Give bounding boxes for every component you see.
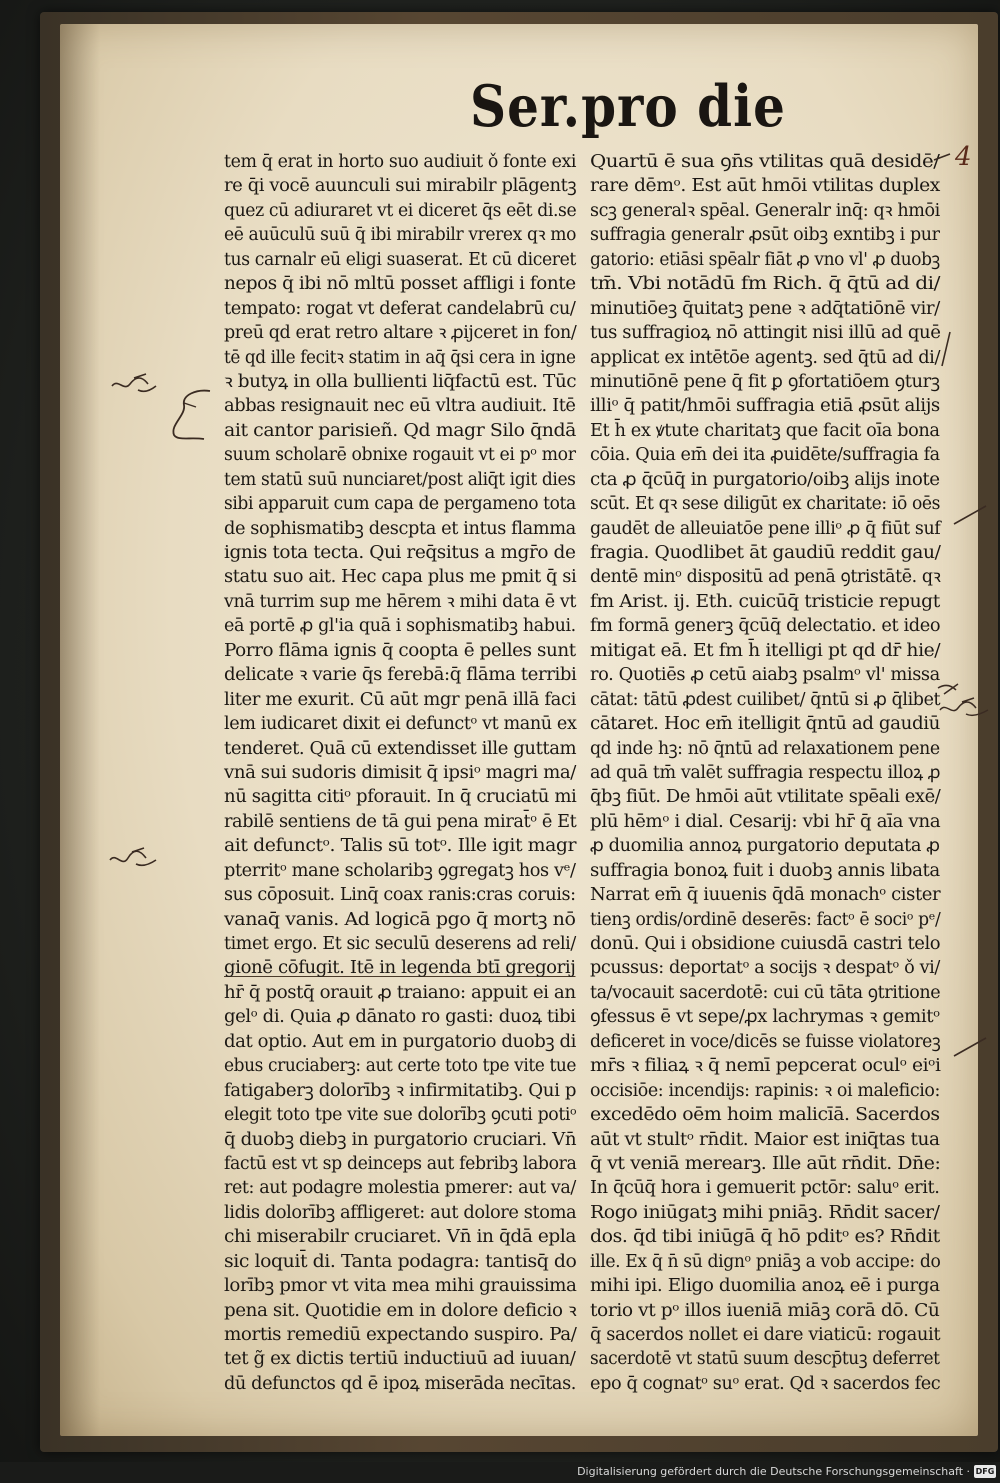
text-column-right bbox=[590, 150, 940, 1396]
right-column-line-text: scꝫ generalꝛ spēal. Generalr inq̄: qꝛ hmōi bbox=[590, 200, 940, 221]
right-column-line bbox=[590, 541, 940, 565]
right-column-line bbox=[590, 1323, 940, 1347]
right-column-line-text: sacerdotē vt statū suum descp̄tuꝫ deferret bbox=[590, 1349, 940, 1370]
left-column-line bbox=[224, 443, 576, 467]
left-column-line-text: tet g̃ ex dictis tertiū inductiuū ad iuuan/ bbox=[224, 1349, 576, 1370]
right-column-line bbox=[590, 712, 940, 736]
left-column-line-text: abbas resignauit nec eū vltra audiuit. Itē bbox=[224, 396, 576, 417]
right-column-line bbox=[590, 1054, 940, 1078]
right-column-line bbox=[590, 1201, 940, 1225]
left-column-line bbox=[224, 370, 576, 394]
right-column-line-text: q̄bꝫ fiūt. De hmōi aūt vtilitate spēali exē/ bbox=[590, 787, 941, 808]
right-column-line bbox=[590, 248, 940, 272]
left-column-line bbox=[224, 1103, 576, 1127]
right-column-line bbox=[590, 663, 940, 687]
left-column-line-text: factū est vt sp deinceps aut febribꝫ labora bbox=[224, 1153, 577, 1174]
right-column-line-text: cōia. Quia em̄ dei ita ꝓuidēte/suffragia fa bbox=[590, 445, 940, 466]
left-column-line bbox=[224, 1030, 576, 1054]
left-column-line bbox=[224, 541, 576, 565]
left-column-line bbox=[224, 1005, 576, 1029]
right-column-line bbox=[590, 346, 940, 370]
left-column-line-text: vanaq̄ vanis. Ad logicā pgo q̄ mortꝫ nō bbox=[224, 909, 576, 930]
right-column-line bbox=[590, 834, 940, 858]
right-column-line bbox=[590, 1347, 940, 1371]
margin-page-number: 4 bbox=[955, 142, 972, 172]
right-column-line-text: suffragia generalr ꝓsūt oibꝫ exntibꝫ i pur bbox=[590, 225, 940, 246]
right-column-line-text: cātat: tātū ꝓdest cuilibet/ q̄ntū si ꝓ q̄libet bbox=[590, 689, 941, 710]
right-column-line bbox=[590, 639, 940, 663]
right-column-line-text: ta/vocauit sacerdotē: cui cū tāta ꝯtritione bbox=[590, 982, 941, 1003]
right-column-line bbox=[590, 492, 940, 516]
right-column-line bbox=[590, 321, 940, 345]
running-header: Ser.pro die bbox=[470, 72, 786, 140]
right-column-line-text: q̄ sacerdos nollet ei dare viaticū: rogauit bbox=[590, 1325, 941, 1345]
right-column-line-text: cātaret. Hoc em̄ itelligit q̄ntū ad gaudiū bbox=[590, 714, 940, 735]
left-column-line bbox=[224, 1079, 576, 1103]
left-column-line-text: vnā turrim sup me hērem ꝛ mihi data ē vt bbox=[224, 591, 576, 612]
right-column-line-text: tm̄. Vbi notādū fm Rich. q̄ q̄tū ad di/ bbox=[590, 274, 940, 295]
right-column-line-text: minutiōeꝫ q̄uitatꝫ pene ꝛ adq̄tatiōnē vir/ bbox=[590, 298, 940, 319]
right-column-line-text: tus suffragioꝝ nō attingit nisi illū ad quē bbox=[590, 323, 941, 344]
right-column-line bbox=[590, 1299, 940, 1323]
left-column-line bbox=[224, 1323, 576, 1347]
margin-stroke-right-1 bbox=[936, 330, 956, 370]
left-column-line-text: tenderet. Quā cū extendisset ille guttam bbox=[224, 738, 577, 759]
right-column-line-text: Quartū ē sua ꝯn̄s vtilitas quā desidē/ bbox=[590, 152, 940, 172]
right-column-line-text: epo q̄ cognatᵒ suᵒ erat. Qd ꝛ sacerdos fec bbox=[590, 1373, 941, 1394]
right-column-line-text: gatorio: etiāsi spēalr fiāt ꝓ vno vl' ꝓ duobꝫ bbox=[590, 249, 940, 270]
left-column-line bbox=[224, 346, 576, 370]
right-column-line-text: minutiōnē pene q̄ fit ꝑ ꝯfortatiōem ꝯturꝫ bbox=[590, 371, 940, 392]
right-column-line bbox=[590, 1079, 940, 1103]
left-column-line-text: statu suo ait. Hec capa plus me pmit q̄ si bbox=[224, 567, 577, 588]
left-column-line bbox=[224, 223, 576, 247]
right-column-line-text: mihi ipi. Eligo duomilia anoꝝ eē i purga bbox=[590, 1276, 940, 1297]
left-column-line-text: timet ergo. Et sic seculū deserens ad reli/ bbox=[224, 934, 576, 954]
left-column-line-text: gelᵒ di. Quia ꝓ dānato ro gasti: duoꝝ tibi bbox=[224, 1007, 576, 1028]
right-column-line bbox=[590, 688, 940, 712]
left-column-line bbox=[224, 1128, 576, 1152]
right-column-line bbox=[590, 1225, 940, 1249]
right-column-line-text: aūt vt stultᵒ rn̄dit. Maior est iniq̄tas tua bbox=[590, 1129, 940, 1150]
left-column-line bbox=[224, 859, 576, 883]
left-column-line bbox=[224, 272, 576, 296]
left-column-line bbox=[224, 761, 576, 785]
left-column-line-text: eā portē ꝓ gl'ia quā i sophismatibꝫ habui. bbox=[224, 616, 576, 637]
right-column-line bbox=[590, 956, 940, 980]
left-column-line-text: rabilē sentiens de tā gui pena mirat̄ᵒ ē Et bbox=[224, 811, 577, 832]
right-column-line-text: ꝯfessus ē vt sepe/ꝓx lachrymas ꝛ gemitᵒ bbox=[590, 1007, 940, 1028]
left-column-line bbox=[224, 834, 576, 858]
left-column-line bbox=[224, 1299, 576, 1323]
right-column-line-text: plū hēmᵒ i dial. Cesarij: vbi hr̄ q̄ aīa vna bbox=[590, 811, 941, 832]
right-column-line-text: deficeret in voce/dicēs se fuisse violatoreꝫ bbox=[590, 1031, 941, 1052]
left-column-line bbox=[224, 517, 576, 541]
page-fold-shadow bbox=[60, 24, 100, 1436]
left-column-line-text: dū defunctos qd ē ipoꝝ miserāda necītas. bbox=[224, 1373, 576, 1394]
right-column-line-text: mitigat eā. Et fm h̄ itelligi pt qd dr̄ hie/ bbox=[590, 640, 941, 661]
left-column-line bbox=[224, 785, 576, 809]
left-column-line bbox=[224, 1274, 576, 1298]
left-column-line bbox=[224, 1054, 576, 1078]
right-column-line-text: Et h̄ ex ꝟtute charitatꝫ que facit oīa bona bbox=[590, 420, 940, 441]
left-column-line bbox=[224, 565, 576, 589]
left-column-line-text: ignis tota tecta. Qui req̄situs a mgr̄o de bbox=[224, 543, 576, 563]
right-column-line bbox=[590, 150, 940, 174]
left-column-line bbox=[224, 883, 576, 907]
left-column-line-text: suum scholarē obnixe rogauit vt ei pᵒ mor bbox=[224, 445, 576, 466]
left-column-line bbox=[224, 932, 576, 956]
right-column-line-text: ad quā tm̄ valēt suffragia respectu illoꝝ ꝓ bbox=[590, 762, 941, 783]
left-column-line-text: pena sit. Quotidie em in dolore deficio ꝛ bbox=[224, 1300, 577, 1321]
right-column-line-text: fragia. Quodlibet āt gaudiū reddit gau/ bbox=[590, 543, 941, 563]
left-column-line bbox=[224, 614, 576, 638]
left-column-line-text: tē qd ille fecitꝛ statim in aq̄ q̄si cera in igne bbox=[224, 347, 576, 368]
left-column-line-text: delicate ꝛ varie q̄s ferebā:q̄ flāma terribi bbox=[224, 665, 577, 686]
left-column-line-text: liter me exurit. Cū aūt mgr penā illā faci bbox=[224, 689, 577, 710]
left-column-line-text: sibi apparuit cum capa de pergameno tota bbox=[224, 494, 576, 515]
right-column-line-text: scūt. Et qꝛ sese diligūt ex charitate: iō oēs bbox=[590, 494, 941, 515]
right-column-line-text: illiᵒ q̄ patit/hmōi suffragia etiā ꝓsūt alijs bbox=[590, 396, 940, 417]
left-column-line-text: lorībꝫ pmor vt vita mea mihi grauissima bbox=[224, 1276, 577, 1297]
left-column-line bbox=[224, 712, 576, 736]
right-column-line-text: tienꝫ ordis/ordinē deserēs: factᵒ ē sociᵒ pᵉ/ bbox=[590, 909, 941, 930]
left-column-line bbox=[224, 590, 576, 614]
right-column-line bbox=[590, 1103, 940, 1127]
right-column-line bbox=[590, 761, 940, 785]
right-column-line-text: excedēdo oēm hoim malicīā. Sacerdos bbox=[590, 1105, 940, 1126]
left-column-line bbox=[224, 1176, 576, 1200]
right-column-line-text: mr̄s ꝛ filiaꝝ ꝛ q̄ nemī pepcerat oculᵒ eiᵒi bbox=[590, 1056, 941, 1077]
left-column-line-text: nū sagitta citiᵒ pforauit. In q̄ cruciatū mi bbox=[224, 787, 577, 808]
right-column-line bbox=[590, 1372, 940, 1396]
right-column-line bbox=[590, 1128, 940, 1152]
right-column-line-text: Narrat em̄ q̄ iuuenis q̄dā monachᵒ cister bbox=[590, 885, 941, 906]
right-column-line-text: cta ꝓ q̄cūq̄ in purgatorio/oibꝫ alijs inote bbox=[590, 469, 940, 490]
left-column-line-text: ꝛ butyꝝ in olla bullienti liq̄factū est. Tūc bbox=[224, 371, 577, 392]
left-column-line-text: sus cōposuit. Linq̄ coax ranis:cras coruis: bbox=[224, 885, 576, 906]
left-column-line-text: re q̄i vocē auunculi sui mirabilr plāgentꝫ bbox=[224, 176, 577, 197]
margin-stroke-right-2 bbox=[950, 500, 990, 530]
left-column-line-text: Porro flāma ignis q̄ coopta ē pelles sunt bbox=[224, 640, 576, 661]
right-column-line bbox=[590, 419, 940, 443]
left-column-line-text: vnā sui sudoris dimisit q̄ ipsiᵒ magri ma/ bbox=[224, 762, 576, 783]
right-column-line-text: qd inde hꝫ: nō q̄ntū ad relaxationem pene bbox=[590, 738, 940, 759]
right-column-line bbox=[590, 394, 940, 418]
right-column-line-text: pcussus: deportatᵒ a socijs ꝛ despatᵒ ǒ vi/ bbox=[590, 958, 940, 979]
left-column-line bbox=[224, 419, 576, 443]
right-column-line bbox=[590, 272, 940, 296]
right-column-line-text: ro. Quotiēs ꝓ cetū aiabꝫ psalmᵒ vl' missa bbox=[590, 665, 940, 686]
left-column-line bbox=[224, 321, 576, 345]
right-column-line bbox=[590, 223, 940, 247]
right-column-line-text: rare dēmᵒ. Est aūt hmōi vtilitas duplex bbox=[590, 176, 940, 197]
right-column-line bbox=[590, 1274, 940, 1298]
left-column-line-text: de sophismatibꝫ descpta et intus flamma bbox=[224, 518, 576, 539]
left-column-line bbox=[224, 663, 576, 687]
right-column-line-text: gaudēt de alleuiatōe pene illiᵒ ꝓ q̄ fiūt suf bbox=[590, 518, 941, 539]
left-column-line bbox=[224, 1347, 576, 1371]
text-column-left bbox=[224, 150, 576, 1396]
funding-credit: Digitalisierung gefördert durch die Deutsche Forschungsgemeinschaft · bbox=[577, 1465, 970, 1478]
right-column-line bbox=[590, 517, 940, 541]
margin-flourish-right bbox=[934, 680, 994, 724]
left-column-line bbox=[224, 810, 576, 834]
left-column-line bbox=[224, 639, 576, 663]
left-column-line-text: tus carnalr eū eligi suaserat. Et cū diceret bbox=[224, 249, 576, 270]
right-column-line bbox=[590, 590, 940, 614]
right-column-line bbox=[590, 468, 940, 492]
left-column-line bbox=[224, 394, 576, 418]
left-column-line-text: chi miserabilr cruciaret. Vn̄ in q̄dā epla bbox=[224, 1227, 576, 1248]
right-column-line-text: applicat ex intētōe agentꝫ. sed q̄tū ad di/ bbox=[590, 347, 941, 368]
right-column-line bbox=[590, 883, 940, 907]
left-column-line-text: q̄ duobꝫ diebꝫ in purgatorio cruciari. Vn̄ bbox=[224, 1129, 577, 1150]
left-column-line-text: tem q̄ erat in horto suo audiuit ǒ fonte exi bbox=[224, 152, 577, 172]
right-column-line bbox=[590, 565, 940, 589]
margin-flourish-left-2 bbox=[108, 840, 160, 874]
right-column-line-text: In q̄cūq̄ hora i gemuerit pctōr: saluᵒ erit. bbox=[590, 1178, 940, 1199]
left-column-line-text: nepos q̄ ibi nō mltū posset affligi i fonte bbox=[224, 274, 576, 295]
margin-flourish-left-1 bbox=[110, 368, 160, 398]
right-column-line bbox=[590, 443, 940, 467]
left-column-line bbox=[224, 150, 576, 174]
right-column-line bbox=[590, 785, 940, 809]
left-column-line bbox=[224, 1225, 576, 1249]
left-column-line bbox=[224, 737, 576, 761]
left-column-line bbox=[224, 981, 576, 1005]
left-column-line-text: preū qd erat retro altare ꝛ ꝓijceret in fon/ bbox=[224, 323, 577, 344]
right-column-line bbox=[590, 1030, 940, 1054]
left-column-line-text: ait cantor parisieñ. Qd magr Silo q̄ndā bbox=[224, 420, 577, 441]
dfg-logo: DFG bbox=[975, 1467, 995, 1476]
left-column-line-text: pterritᵒ mane scholaribꝫ ꝯgregatꝫ hos vᵉ/ bbox=[224, 860, 576, 881]
right-column-line-text: torio vt pᵒ illos iueniā miāꝫ corā dō. Cū bbox=[590, 1300, 940, 1321]
margin-bracket-mark bbox=[160, 385, 220, 445]
right-column-line bbox=[590, 174, 940, 198]
right-column-line bbox=[590, 297, 940, 321]
right-column-line bbox=[590, 737, 940, 761]
right-column-line-text: donū. Qui i obsidione cuiusdā castri telo bbox=[590, 934, 941, 954]
left-column-line-text: tem statū suū nunciaret/post aliq̄t igit dies bbox=[224, 469, 576, 490]
margin-caret-top-right bbox=[930, 140, 954, 170]
left-column-line bbox=[224, 688, 576, 712]
right-column-line bbox=[590, 370, 940, 394]
left-column-line bbox=[224, 1152, 576, 1176]
left-column-line-text: hr̄ q̄ postq̄ orauit ꝓ traiano: appuit ei an bbox=[224, 982, 576, 1003]
right-column-line bbox=[590, 1176, 940, 1200]
right-column-line-text: fm formā generꝫ q̄cūq̄ delectatio. et ideo bbox=[590, 616, 941, 637]
left-column-line-text: mortis remediū expectando suspiro. Pa/ bbox=[224, 1325, 577, 1345]
right-column-line bbox=[590, 1152, 940, 1176]
left-column-line-text: fatigaberꝫ dolorībꝫ ꝛ infirmitatibꝫ. Qui p bbox=[224, 1080, 577, 1101]
left-column-line-text: ret: aut podagre molestia pmerer: aut va/ bbox=[224, 1178, 576, 1199]
left-column-line bbox=[224, 199, 576, 223]
left-column-line-text: ebus cruciaberꝫ: aut certe toto tpe vite tue bbox=[224, 1056, 577, 1077]
margin-stroke-right-3 bbox=[950, 1030, 990, 1060]
left-column-line bbox=[224, 956, 576, 980]
right-column-line bbox=[590, 199, 940, 223]
right-column-line bbox=[590, 908, 940, 932]
left-column-line bbox=[224, 174, 576, 198]
right-column-line-text: dentē minᵒ dispositū ad penā ꝯtristātē. qꝛ bbox=[590, 567, 941, 588]
right-column-line-text: fm Arist. ij. Eth. cuicūq̄ tristicie repugt bbox=[590, 591, 940, 612]
right-column-line bbox=[590, 1250, 940, 1274]
left-column-line-text: lem iudicaret dixit ei defunctᵒ vt manū ex bbox=[224, 714, 577, 735]
left-column-line-text: gionē cōfugit. Itē in legenda btī gregorij bbox=[224, 958, 576, 979]
left-column-line-text: eē auūculū suū q̄ ibi mirabilr vrerex qꝛ mo bbox=[224, 225, 577, 246]
right-column-line-text: q̄ vt veniā merearꝫ. Ille aūt rn̄dit. Dn̄e: bbox=[590, 1153, 941, 1174]
left-column-line bbox=[224, 297, 576, 321]
right-column-line-text: ꝓ duomilia annoꝝ purgatorio deputata ꝓ bbox=[590, 836, 940, 857]
left-column-line-text: tempato: rogat vt deferat candelabrū cu/ bbox=[224, 298, 576, 319]
left-column-line-text: dat optio. Aut em in purgatorio duobꝫ di bbox=[224, 1031, 577, 1052]
right-column-line-text: dos. q̄d tibi iniūgā q̄ hō pditᵒ es? Rn̄dit bbox=[590, 1227, 940, 1248]
right-column-line-text: Rogo iniūgatꝫ mihi pniāꝫ. Rn̄dit sacer/ bbox=[590, 1202, 940, 1223]
left-column-line-text: quez cū adiuraret vt ei diceret q̄s eēt di.se bbox=[224, 200, 577, 221]
right-column-line bbox=[590, 810, 940, 834]
right-column-line bbox=[590, 932, 940, 956]
right-column-line bbox=[590, 981, 940, 1005]
right-column-line-text: suffragia bonoꝝ fuit i duobꝫ annis libata bbox=[590, 860, 940, 881]
left-column-line-text: ait defunctᵒ. Talis sū totᵒ. Ille igit magr bbox=[224, 836, 577, 857]
right-column-line bbox=[590, 859, 940, 883]
left-column-line bbox=[224, 492, 576, 516]
right-column-line-text: occisiōe: incendijs: rapinis: ꝛ oi maleficio: bbox=[590, 1080, 940, 1101]
left-column-line bbox=[224, 1201, 576, 1225]
left-column-line-text: sic loquit̄ di. Tanta podagra: tantisq̄ do bbox=[224, 1251, 577, 1272]
left-column-line bbox=[224, 1372, 576, 1396]
left-column-line bbox=[224, 248, 576, 272]
left-column-line bbox=[224, 1250, 576, 1274]
left-column-line-text: elegit toto tpe vite sue dolorībꝫ ꝯcuti potiᵒ bbox=[224, 1105, 577, 1126]
left-column-line bbox=[224, 908, 576, 932]
right-column-line-text: ille. Ex q̄ n̄ sū dignᵒ pniāꝫ a vob accipe: do bbox=[590, 1251, 941, 1272]
right-column-line bbox=[590, 614, 940, 638]
right-column-line bbox=[590, 1005, 940, 1029]
left-column-line-text: lidis dolorībꝫ affligeret: aut dolore stoma bbox=[224, 1202, 577, 1223]
left-column-line bbox=[224, 468, 576, 492]
